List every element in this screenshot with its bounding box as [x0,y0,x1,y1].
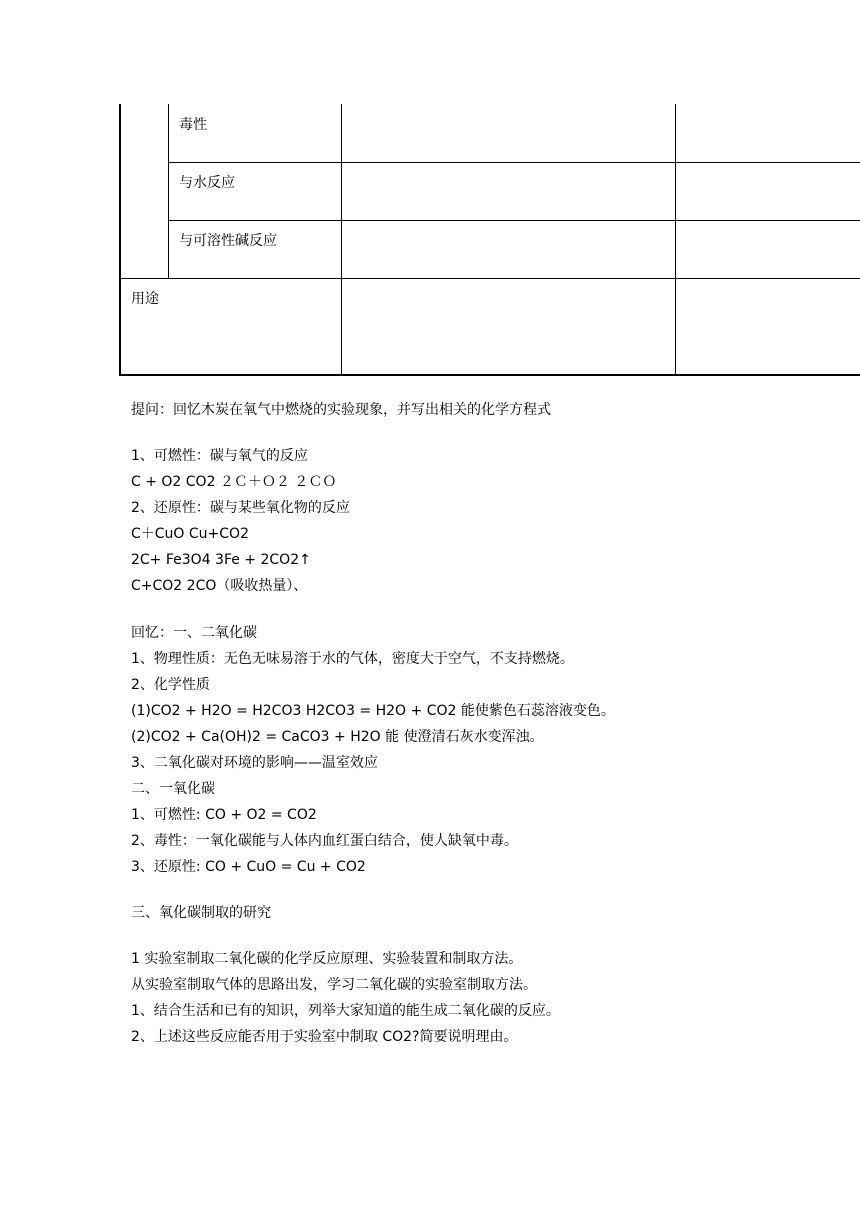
section-heading: 三、氧化碳制取的研究 [131,905,271,921]
table-cell-usage: 用途 [131,291,159,307]
table-cell-water-reaction: 与水反应 [179,175,235,191]
text-line: 2、上述这些反应能否用于实验室中制取 CO2?简要说明理由。 [131,1029,518,1045]
table-divider-subcol [168,104,169,278]
table-divider-col1 [341,104,342,376]
table-row-divider [119,278,860,279]
text-line: 1、物理性质：无色无味易溶于水的气体，密度大于空气，不支持燃烧。 [131,651,574,667]
equation-line: (1)CO2 + H2O = H2CO3 H2CO3 = H2O + CO2 能使紫色石蕊溶液变色。 [131,703,615,719]
table-border-left [119,104,121,376]
table-divider-col2 [675,104,676,376]
equation-line: (2)CO2 + Ca(OH)2 = CaCO3 + H2O 能 使澄清石灰水变浑浊。 [131,729,544,745]
table-border-bottom [119,374,860,376]
equation-line: 3、还原性: CO + CuO = Cu + CO2 [131,859,366,875]
text-line: 1、结合生活和已有的知识，列举大家知道的能生成二氧化碳的反应。 [131,1003,560,1019]
table-row-divider [168,162,860,163]
table-row-divider [168,220,860,221]
table-cell-toxicity: 毒性 [179,117,207,133]
equation-line: 1、可燃性: CO + O2 = CO2 [131,807,317,823]
section-heading: 回忆：一、二氧化碳 [131,625,257,641]
text-line: 1 实验室制取二氧化碳的化学反应原理、实验装置和制取方法。 [131,951,523,967]
table-cell-alkali-reaction: 与可溶性碱反应 [179,233,277,249]
equation-line: C + O2 CO2 ２Ｃ＋Ｏ２ ２ＣＯ [131,474,337,490]
text-line: 2、毒性：一氧化碳能与人体内血红蛋白结合，使人缺氧中毒。 [131,833,518,849]
text-line: 2、还原性：碳与某些氧化物的反应 [131,500,350,516]
equation-line: 2C+ Fe3O4 3Fe + 2CO2↑ [131,552,311,568]
properties-table [119,104,860,376]
equation-line: C+CO2 2CO（吸收热量）、 [131,578,308,594]
equation-line: C＋CuO Cu+CO2 [131,526,249,542]
text-line: 1、可燃性：碳与氧气的反应 [131,448,308,464]
text-line: 3、二氧化碳对环境的影响——温室效应 [131,755,378,771]
text-line: 从实验室制取气体的思路出发，学习二氧化碳的实验室制取方法。 [131,977,537,993]
section-heading: 二、一氧化碳 [131,781,215,797]
question-line: 提问：回忆木炭在氧气中燃烧的实验现象，并写出相关的化学方程式 [131,402,551,418]
text-line: 2、化学性质 [131,677,210,693]
